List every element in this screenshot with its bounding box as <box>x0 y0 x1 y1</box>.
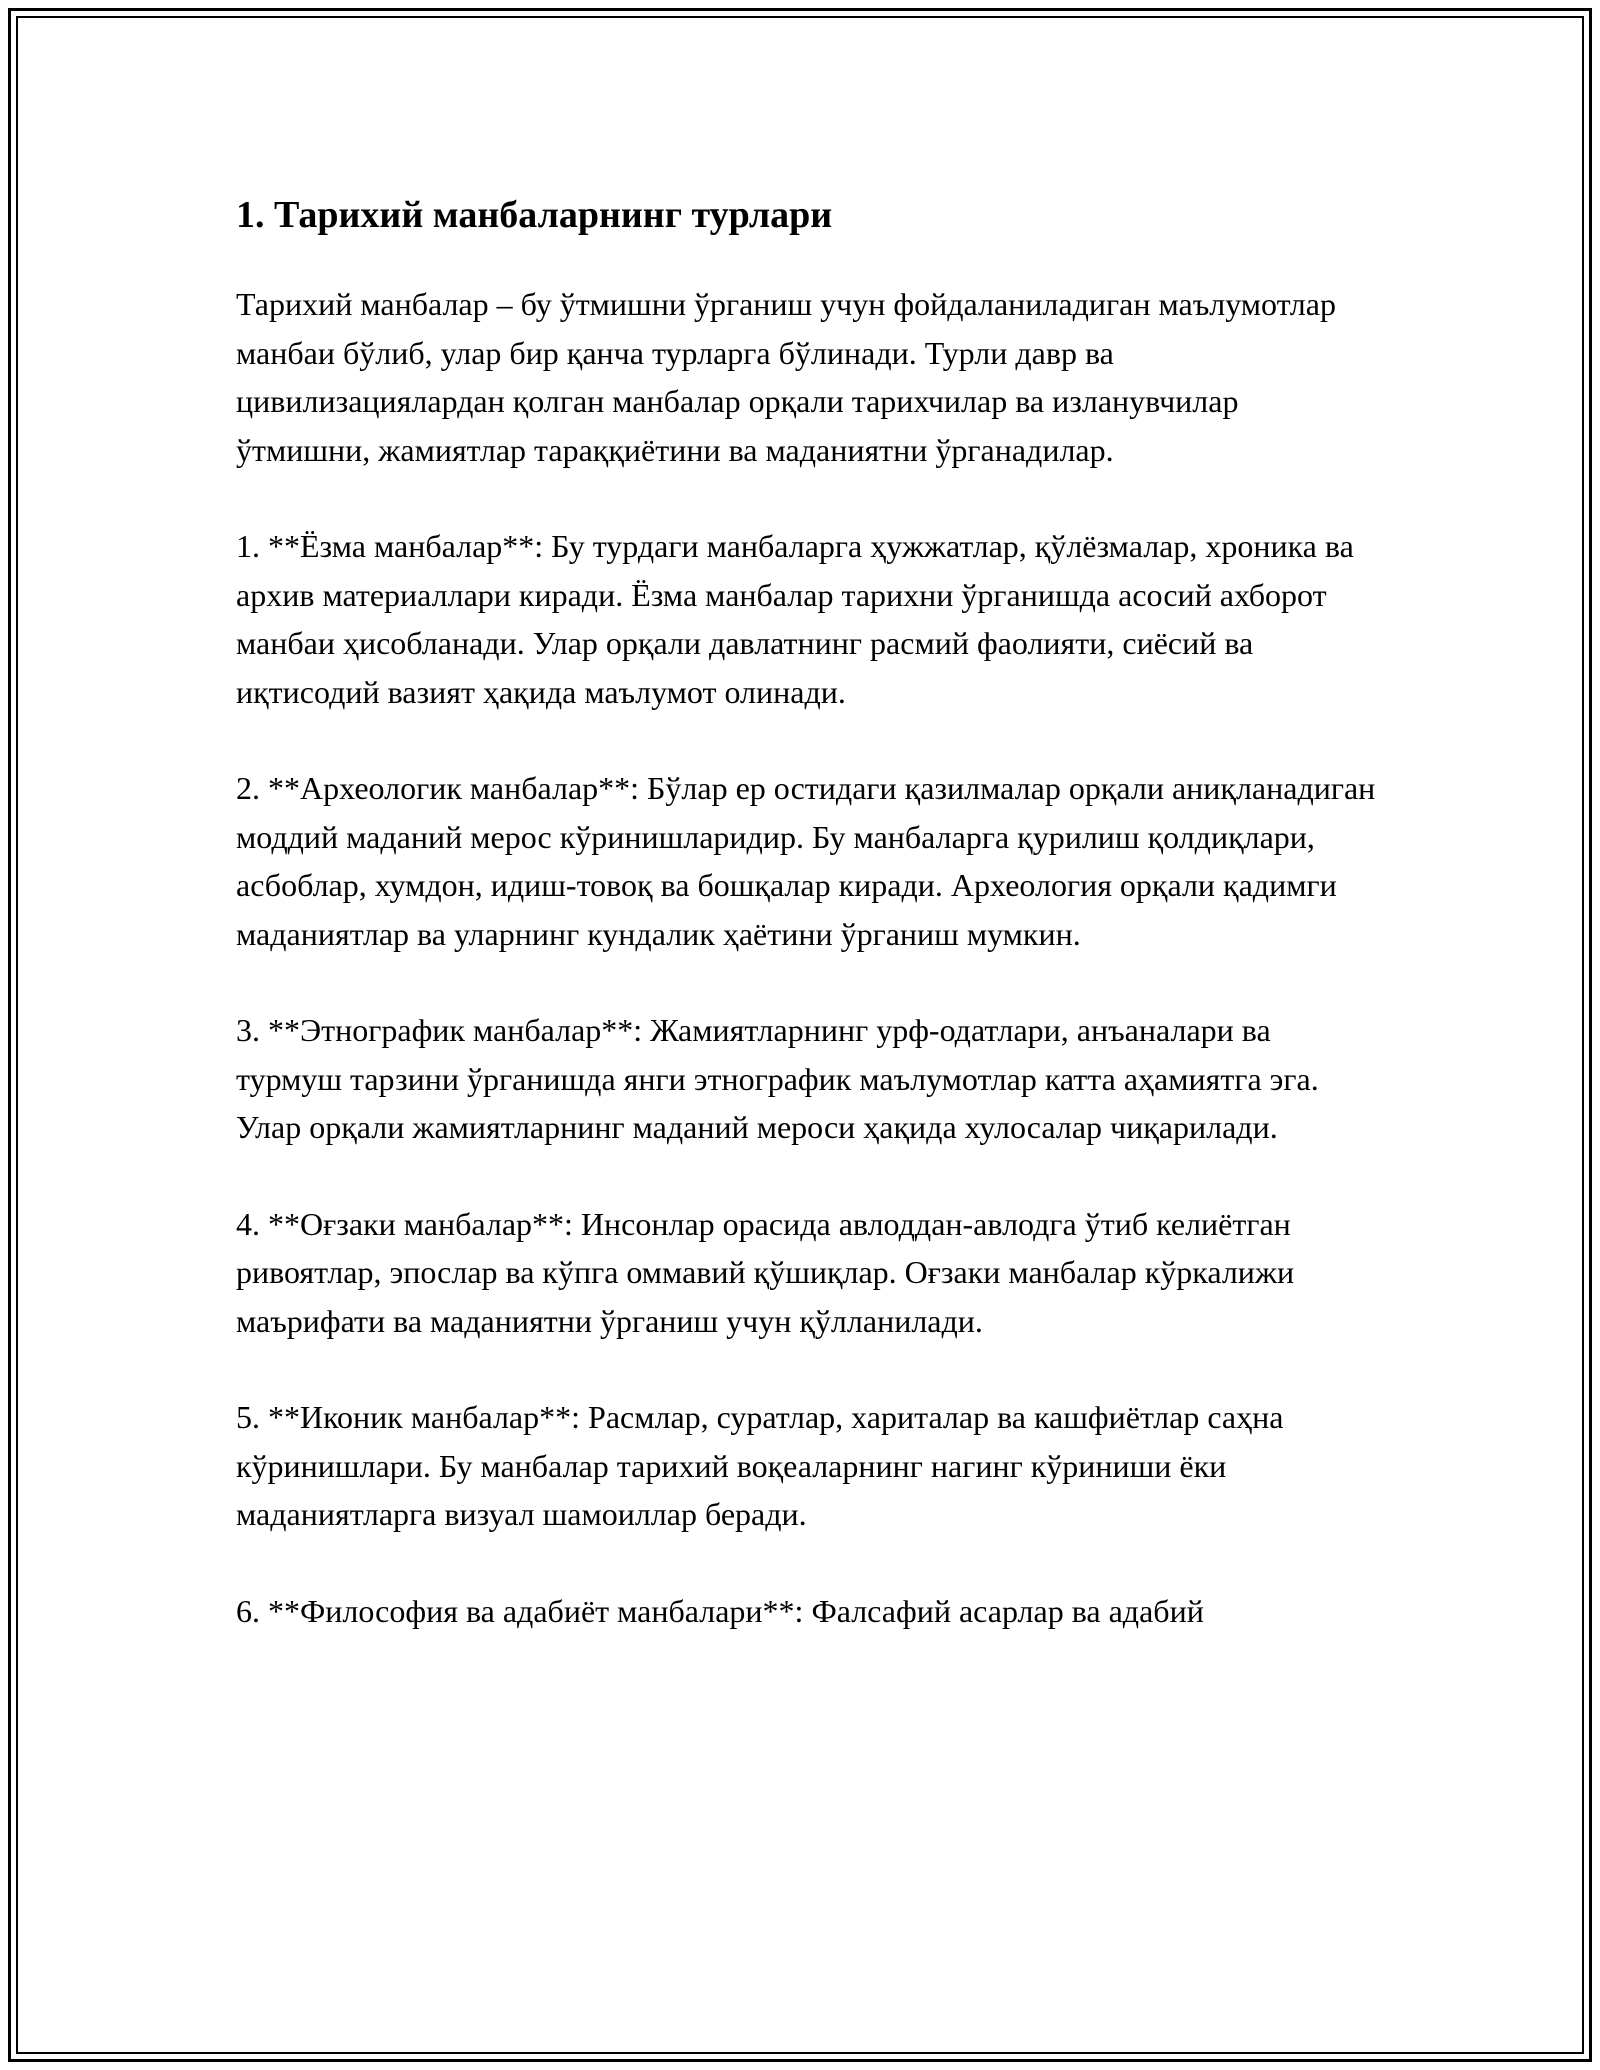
paragraph-philosophy-literature-sources: 6. **Философия ва адабиёт манбалари**: Фалсафий асарлар ва адабий <box>236 1592 1204 1629</box>
intro-paragraph: Тарихий манбалар – бу ўтмишни ўрганиш учун фойдаланиладиган маълумотлар манбаи бўлиб, улар бир қанча турларга бўлинади. Турли давр ва цивилизациялардан қолган манбалар орқали тарихчилар ва изланувчилар ўтмишни, жамиятлар тараққиётини ва маданиятни ўрганадилар. <box>236 286 1336 468</box>
document-title: 1. Тарихий манбаларнинг турлари <box>236 194 833 236</box>
paragraph-oral-sources: 4. **Оғзаки манбалар**: Инсонлар орасида авлоддан-авлодга ўтиб келиётган ривоятлар, эпослар ва кўпга оммавий қўшиқлар. Оғзаки манбалар кўркалижи маърифати ва маданиятни ўрганиш учун қўлланилади. <box>236 1205 1295 1339</box>
paragraph-archaeological-sources: 2. **Археологик манбалар**: Бўлар ер остидаги қазилмалар орқали аниқланадиган моддий маданий мерос кўринишларидир. Бу манбаларга қурилиш қолдиқлари, асбоблар, хумдон, идиш-товоқ ва бошқалар киради. Археология орқали қадимги маданиятлар ва уларнинг кундалик ҳаётини ўрганиш мумкин. <box>236 770 1376 952</box>
document-body <box>236 180 1376 1683</box>
paragraph-ethnographic-sources: 3. **Этнографик манбалар**: Жамиятларнинг урф-одатлари, анъаналари ва турмуш тарзини ўрганишда янги этнографик маълумотлар катта аҳамиятга эга. Улар орқали жамиятларнинг маданий мероси ҳақида хулосалар чиқарилади. <box>236 1012 1319 1145</box>
paragraph-written-sources: 1. **Ёзма манбалар**: Бу турдаги манбаларга ҳужжатлар, қўлёзмалар, хроника ва архив материаллари киради. Ёзма манбалар тарихни ўрганишда асосий ахборот манбаи ҳисобланади. Улар орқали давлатнинг расмий фаолияти, сиёсий ва иқтисодий вазият ҳақида маълумот олинади. <box>236 528 1354 710</box>
paragraph-iconic-sources: 5. **Иконик манбалар**: Расмлар, суратлар, хариталар ва кашфиётлар саҳна кўринишлари. Бу манбалар тарихий воқеаларнинг нагинг кўриниши ёки маданиятларга визуал шамоиллар беради. <box>236 1399 1284 1532</box>
